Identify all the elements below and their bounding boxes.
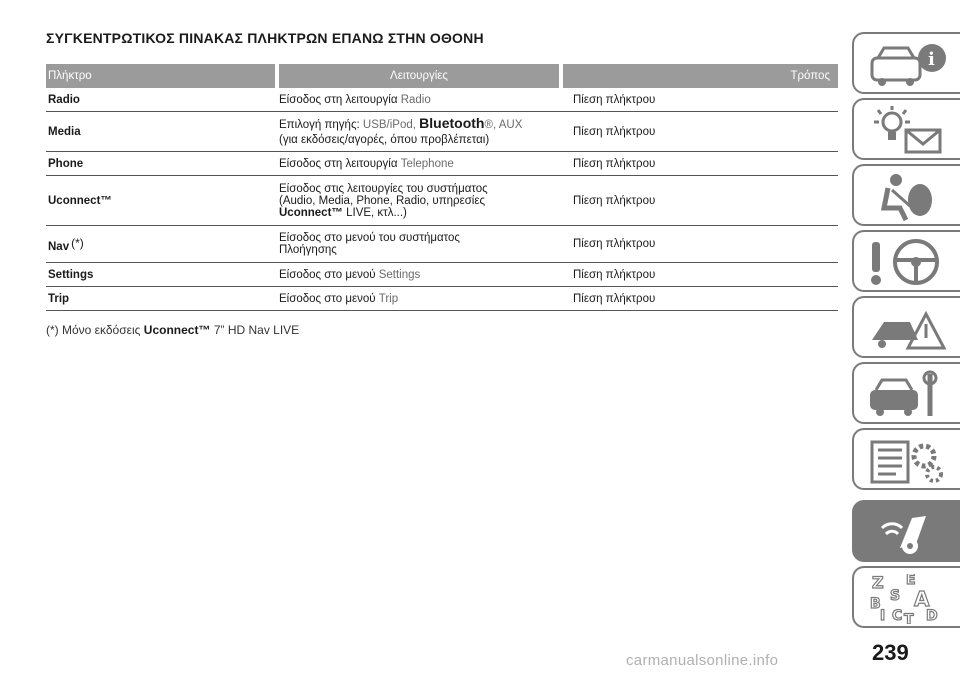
row-key: Settings [48,268,94,281]
table-row [46,263,838,287]
header-mode: Τρόπος [563,64,838,88]
row-key: Media [48,125,81,138]
svg-text:S: S [890,588,901,604]
row-function: Είσοδος στη λειτουργία Radio [279,93,431,106]
warning-lights-icon [866,106,952,156]
seat-airbag-icon [866,172,952,222]
buttons-table [46,64,838,311]
page-title: ΣΥΓΚΕΝΤΡΩΤΙΚΟΣ ΠΙΝΑΚΑΣ ΠΛΗΚΤΡΩΝ ΕΠΑΝΩ ΣΤΗΝ ΟΘΟΝΗ [46,30,484,46]
row-function: Επιλογή πηγής: USB/iPod, Bluetooth®, AUX (για εκδόσεις/αγορές, όπου προβλέπεται) [279,115,523,146]
table-header [46,64,838,88]
table-row [46,112,838,152]
svg-text:A: A [914,587,930,611]
breakdown-icon [866,304,952,354]
row-mode: Πίεση πλήκτρου [573,125,656,138]
maintenance-icon [866,370,952,420]
tab-technical-data[interactable] [852,428,960,490]
row-key: Radio [48,93,80,106]
row-mode: Πίεση πλήκτρου [573,194,656,207]
svg-text:i: i [928,49,935,70]
header-key: Πλήκτρο [46,64,275,88]
row-key: Phone [48,157,84,170]
svg-text:D: D [926,608,938,624]
multimedia-icon [866,508,952,558]
row-mode: Πίεση πλήκτρου [573,292,656,305]
row-key: Nav (*) [48,235,84,253]
row-mode: Πίεση πλήκτρου [573,157,656,170]
row-mode: Πίεση πλήκτρου [573,238,656,250]
tab-index[interactable] [852,566,960,628]
steering-wheel-icon [866,238,952,288]
table-row [46,88,838,112]
index-icon [866,574,952,624]
row-key: Trip [48,292,70,305]
tab-warning-lights[interactable] [852,98,960,160]
tab-car-info[interactable] [852,32,960,94]
row-function: Είσοδος στις λειτουργίες του συστήματος (Audio, Media, Phone, Radio, υπηρεσίες Uconnect™ LIVE, κτλ...) [279,182,488,219]
row-key: Uconnect™ [48,194,112,207]
tab-emergency[interactable] [852,296,960,358]
tab-maintenance[interactable] [852,362,960,424]
watermark: carmanualsonline.info [626,652,779,669]
svg-text:E: E [906,574,916,588]
footnote: (*) Μόνο εκδόσεις Uconnect™ 7” HD Nav LIVE [46,323,300,337]
row-function: Είσοδος στο μενού Settings [279,268,421,281]
page-number: 239 [872,640,909,665]
row-function: Είσοδος στη λειτουργία Telephone [279,157,454,170]
tab-safety[interactable] [852,164,960,226]
technical-data-icon [866,436,952,486]
header-functions: Λειτουργίες [279,64,559,88]
svg-text:Z: Z [872,574,884,592]
car-info-icon [866,40,952,90]
row-mode: Πίεση πλήκτρου [573,93,656,106]
table-row [46,152,838,176]
table-row [46,176,838,226]
svg-text:T: T [904,612,914,624]
svg-text:B: B [870,596,881,612]
row-function: Είσοδος στο μενού του συστήματος Πλοήγησης [279,232,460,256]
tab-multimedia[interactable] [852,500,960,562]
table-row [46,287,838,311]
svg-text:C: C [892,608,903,624]
svg-text:I: I [880,608,886,624]
row-function: Είσοδος στο μενού Trip [279,292,399,305]
tab-driving[interactable] [852,230,960,292]
table-row [46,226,838,263]
row-mode: Πίεση πλήκτρου [573,268,656,281]
